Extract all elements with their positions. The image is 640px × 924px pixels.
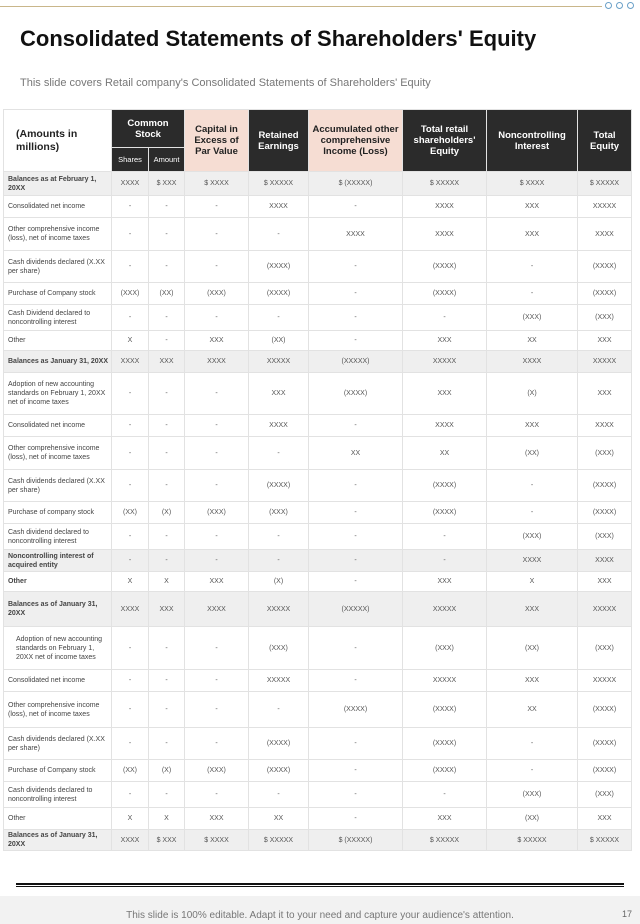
value-cell: -	[149, 728, 185, 760]
value-cell: (XXX)	[249, 502, 309, 524]
value-cell: $ XXX	[149, 830, 185, 851]
page-number: 17	[621, 909, 632, 919]
value-cell: -	[112, 670, 149, 692]
table-body	[4, 172, 632, 851]
value-cell: (XXXX)	[309, 373, 403, 415]
value-cell: X	[149, 572, 185, 592]
value-cell: XXXXX	[249, 592, 309, 627]
table-row	[4, 627, 632, 670]
amount-header: Amount	[149, 148, 185, 172]
value-cell: XXXX	[112, 172, 149, 196]
value-cell: (XXXX)	[403, 502, 487, 524]
table-row	[4, 196, 632, 218]
balance-row	[4, 172, 632, 196]
value-cell: -	[249, 437, 309, 470]
table-row	[4, 808, 632, 830]
value-cell: XXXXX	[578, 351, 632, 373]
table-row	[4, 218, 632, 251]
value-cell: XX	[487, 692, 578, 728]
value-cell: (XX)	[149, 283, 185, 305]
value-cell: XXX	[249, 373, 309, 415]
value-cell: XXXXX	[403, 670, 487, 692]
value-cell: -	[309, 470, 403, 502]
value-cell: -	[149, 196, 185, 218]
value-cell: -	[309, 331, 403, 351]
value-cell: -	[149, 782, 185, 808]
value-cell: $ XXXX	[185, 172, 249, 196]
value-cell: -	[185, 251, 249, 283]
value-cell: (XXXX)	[403, 283, 487, 305]
value-cell: -	[403, 305, 487, 331]
value-cell: -	[309, 524, 403, 550]
row-label: Other comprehensive income (loss), net of income taxes	[4, 692, 112, 728]
value-cell: XXX	[185, 572, 249, 592]
value-cell: XXXX	[487, 351, 578, 373]
value-cell: -	[112, 728, 149, 760]
value-cell: (XXXXX)	[309, 351, 403, 373]
value-cell: (X)	[149, 760, 185, 782]
value-cell: XXXX	[112, 351, 149, 373]
value-cell: -	[149, 627, 185, 670]
value-cell: -	[185, 373, 249, 415]
row-label: Cash Dividend declared to noncontrolling interest	[4, 305, 112, 331]
table-row	[4, 670, 632, 692]
value-cell: -	[149, 437, 185, 470]
capital-header: Capital in Excess of Par Value	[185, 110, 249, 172]
value-cell: XX	[309, 437, 403, 470]
value-cell: XXX	[578, 331, 632, 351]
value-cell: XXXX	[249, 196, 309, 218]
row-label: Cash dividends declared to noncontrolling interest	[4, 782, 112, 808]
value-cell: XXX	[487, 415, 578, 437]
value-cell: XXX	[403, 808, 487, 830]
value-cell: X	[149, 808, 185, 830]
value-cell: -	[487, 728, 578, 760]
value-cell: (X)	[487, 373, 578, 415]
value-cell: (XXXX)	[249, 251, 309, 283]
value-cell: (XXX)	[185, 283, 249, 305]
row-label: Adoption of new accounting standards on February 1, 20XX net of income taxes	[4, 373, 112, 415]
footer-rule	[16, 883, 624, 887]
value-cell: (XXXX)	[249, 283, 309, 305]
value-cell: -	[487, 760, 578, 782]
value-cell: -	[309, 251, 403, 283]
row-label: Other comprehensive income (loss), net of income taxes	[4, 437, 112, 470]
value-cell: (XXX)	[403, 627, 487, 670]
value-cell: (XXXX)	[309, 692, 403, 728]
amounts-header: (Amounts in millions)	[4, 110, 112, 172]
value-cell: (X)	[249, 572, 309, 592]
value-cell: -	[185, 218, 249, 251]
value-cell: -	[185, 550, 249, 572]
value-cell: XXX	[578, 572, 632, 592]
value-cell: -	[403, 524, 487, 550]
value-cell: $ XXXX	[487, 172, 578, 196]
table-row	[4, 524, 632, 550]
row-label: Balances as at February 1, 20XX	[4, 172, 112, 196]
value-cell: XXXX	[185, 351, 249, 373]
value-cell: (XXX)	[487, 524, 578, 550]
value-cell: -	[309, 808, 403, 830]
value-cell: (XXX)	[487, 782, 578, 808]
table-row	[4, 373, 632, 415]
table-row	[4, 760, 632, 782]
dot-icon	[627, 2, 634, 9]
value-cell: (XXXX)	[578, 283, 632, 305]
value-cell: -	[403, 550, 487, 572]
value-cell: -	[487, 251, 578, 283]
table-row	[4, 692, 632, 728]
row-label: Other	[4, 808, 112, 830]
value-cell: XXXX	[112, 830, 149, 851]
row-label: Consolidated net income	[4, 415, 112, 437]
row-label: Adoption of new accounting standards on February 1, 20XX net of income taxes	[4, 627, 112, 670]
value-cell: (XX)	[112, 502, 149, 524]
value-cell: (XXX)	[578, 437, 632, 470]
value-cell: (XXX)	[249, 627, 309, 670]
value-cell: XXX	[487, 670, 578, 692]
value-cell: XXXX	[309, 218, 403, 251]
table-row	[4, 305, 632, 331]
value-cell: -	[112, 550, 149, 572]
page-subtitle: This slide covers Retail company's Consolidated Statements of Shareholders' Equity	[20, 77, 431, 89]
value-cell: $ XXXX	[185, 830, 249, 851]
value-cell: X	[112, 331, 149, 351]
value-cell: -	[487, 502, 578, 524]
value-cell: XXXX	[112, 592, 149, 627]
value-cell: XXX	[487, 196, 578, 218]
page-title: Consolidated Statements of Shareholders' Equity	[20, 26, 537, 51]
value-cell: -	[249, 524, 309, 550]
row-label: Cash dividends declared (X.XX per share)	[4, 728, 112, 760]
value-cell: -	[149, 331, 185, 351]
value-cell: (XXXX)	[403, 760, 487, 782]
value-cell: -	[185, 470, 249, 502]
value-cell: -	[149, 218, 185, 251]
value-cell: (XXXX)	[578, 251, 632, 283]
value-cell: -	[309, 760, 403, 782]
table-row	[4, 502, 632, 524]
value-cell: XXX	[185, 808, 249, 830]
value-cell: XXXXX	[403, 592, 487, 627]
value-cell: $ (XXXXX)	[309, 830, 403, 851]
common-stock-header: Common Stock	[112, 110, 185, 148]
value-cell: XXX	[578, 373, 632, 415]
value-cell: -	[309, 415, 403, 437]
value-cell: (XXX)	[487, 305, 578, 331]
value-cell: $ XXXXX	[578, 830, 632, 851]
value-cell: XXX	[403, 572, 487, 592]
value-cell: -	[185, 728, 249, 760]
value-cell: -	[112, 196, 149, 218]
value-cell: XXX	[403, 331, 487, 351]
row-label: Cash dividends declared (X.XX per share)	[4, 470, 112, 502]
value-cell: XXXXX	[249, 670, 309, 692]
row-label: Other	[4, 331, 112, 351]
value-cell: XXXX	[487, 550, 578, 572]
table-row	[4, 782, 632, 808]
total-retail-header: Total retail shareholders' Equity	[403, 110, 487, 172]
value-cell: -	[149, 251, 185, 283]
value-cell: -	[309, 196, 403, 218]
value-cell: XXX	[578, 808, 632, 830]
value-cell: (XX)	[487, 627, 578, 670]
value-cell: -	[149, 550, 185, 572]
row-label: Cash dividends declared (X.XX per share)	[4, 251, 112, 283]
value-cell: XX	[487, 331, 578, 351]
value-cell: XXX	[487, 592, 578, 627]
noncontrolling-header: Noncontrolling Interest	[487, 110, 578, 172]
value-cell: (X)	[149, 502, 185, 524]
value-cell: -	[149, 470, 185, 502]
value-cell: $ XXXXX	[403, 830, 487, 851]
table-row	[4, 415, 632, 437]
value-cell: $ (XXXXX)	[309, 172, 403, 196]
row-label: Consolidated net income	[4, 196, 112, 218]
value-cell: (XXXX)	[578, 760, 632, 782]
retained-earnings-header: Retained Earnings	[249, 110, 309, 172]
value-cell: -	[112, 373, 149, 415]
value-cell: -	[149, 415, 185, 437]
value-cell: (XXX)	[112, 283, 149, 305]
value-cell: (XXXXX)	[309, 592, 403, 627]
value-cell: XX	[403, 437, 487, 470]
value-cell: -	[249, 550, 309, 572]
value-cell: X	[112, 572, 149, 592]
value-cell: -	[403, 782, 487, 808]
value-cell: -	[112, 305, 149, 331]
row-label: Balances as January 31, 20XX	[4, 351, 112, 373]
value-cell: -	[149, 524, 185, 550]
value-cell: (XX)	[249, 331, 309, 351]
value-cell: -	[112, 251, 149, 283]
value-cell: XXXX	[185, 592, 249, 627]
value-cell: -	[149, 692, 185, 728]
table-row	[4, 283, 632, 305]
value-cell: -	[112, 692, 149, 728]
accumulated-income-header: Accumulated other comprehensive Income (Loss)	[309, 110, 403, 172]
value-cell: -	[112, 782, 149, 808]
value-cell: $ XXXXX	[249, 172, 309, 196]
row-label: Cash dividend declared to noncontrolling interest	[4, 524, 112, 550]
value-cell: (XXXX)	[403, 251, 487, 283]
value-cell: -	[185, 524, 249, 550]
value-cell: XXXX	[578, 415, 632, 437]
value-cell: XXX	[149, 592, 185, 627]
value-cell: X	[112, 808, 149, 830]
value-cell: -	[149, 305, 185, 331]
value-cell: XXXXX	[578, 670, 632, 692]
value-cell: -	[149, 373, 185, 415]
value-cell: $ XXXXX	[403, 172, 487, 196]
table-row	[4, 331, 632, 351]
value-cell: -	[112, 524, 149, 550]
value-cell: XXXXX	[578, 592, 632, 627]
value-cell: (XXX)	[578, 524, 632, 550]
value-cell: -	[309, 782, 403, 808]
balance-row	[4, 830, 632, 851]
table-row	[4, 437, 632, 470]
value-cell: $ XXXXX	[487, 830, 578, 851]
value-cell: -	[309, 283, 403, 305]
dot-icon	[605, 2, 612, 9]
value-cell: -	[309, 572, 403, 592]
value-cell: -	[185, 415, 249, 437]
row-label: Purchase of Company stock	[4, 760, 112, 782]
value-cell: XXXX	[578, 218, 632, 251]
value-cell: -	[185, 692, 249, 728]
row-label: Consolidated net income	[4, 670, 112, 692]
shares-header: Shares	[112, 148, 149, 172]
value-cell: -	[185, 437, 249, 470]
value-cell: XXX	[487, 218, 578, 251]
row-label: Purchase of Company stock	[4, 283, 112, 305]
value-cell: -	[309, 550, 403, 572]
value-cell: XXX	[185, 331, 249, 351]
value-cell: $ XXXXX	[249, 830, 309, 851]
value-cell: -	[249, 692, 309, 728]
value-cell: (XX)	[487, 808, 578, 830]
footer-note: This slide is 100% editable. Adapt it to your need and capture your audience's attention.	[126, 910, 514, 921]
value-cell: XXXXX	[249, 351, 309, 373]
value-cell: (XXXX)	[403, 728, 487, 760]
value-cell: (XXXX)	[249, 760, 309, 782]
table-row	[4, 572, 632, 592]
balance-row	[4, 351, 632, 373]
value-cell: (XXXX)	[249, 728, 309, 760]
value-cell: XXXX	[578, 550, 632, 572]
value-cell: XXXX	[403, 415, 487, 437]
value-cell: -	[185, 627, 249, 670]
value-cell: XX	[249, 808, 309, 830]
row-label: Other comprehensive income (loss), net of income taxes	[4, 218, 112, 251]
value-cell: -	[185, 305, 249, 331]
value-cell: X	[487, 572, 578, 592]
value-cell: (XXX)	[578, 782, 632, 808]
value-cell: -	[112, 218, 149, 251]
value-cell: (XXX)	[578, 627, 632, 670]
value-cell: -	[249, 782, 309, 808]
value-cell: -	[487, 470, 578, 502]
value-cell: -	[487, 283, 578, 305]
value-cell: -	[185, 782, 249, 808]
value-cell: (XXXX)	[578, 728, 632, 760]
balance-row	[4, 550, 632, 572]
value-cell: (XXXX)	[578, 692, 632, 728]
value-cell: (XXX)	[185, 502, 249, 524]
row-label: Purchase of company stock	[4, 502, 112, 524]
row-label: Other	[4, 572, 112, 592]
balance-row	[4, 592, 632, 627]
value-cell: (XXXX)	[578, 502, 632, 524]
value-cell: -	[249, 305, 309, 331]
value-cell: XXXXX	[578, 196, 632, 218]
value-cell: XXXX	[403, 218, 487, 251]
value-cell: -	[309, 670, 403, 692]
value-cell: -	[112, 627, 149, 670]
value-cell: XXXXX	[403, 351, 487, 373]
row-label: Balances as of January 31, 20XX	[4, 830, 112, 851]
value-cell: $ XXXXX	[578, 172, 632, 196]
value-cell: (XX)	[487, 437, 578, 470]
table-row	[4, 728, 632, 760]
value-cell: -	[149, 670, 185, 692]
row-label: Noncontrolling interest of acquired entity	[4, 550, 112, 572]
value-cell: (XXX)	[185, 760, 249, 782]
value-cell: XXX	[149, 351, 185, 373]
total-equity-header: Total Equity	[578, 110, 632, 172]
equity-table	[3, 109, 632, 851]
value-cell: XXX	[403, 373, 487, 415]
value-cell: (XX)	[112, 760, 149, 782]
slide-dots	[605, 2, 634, 9]
value-cell: -	[309, 502, 403, 524]
value-cell: XXXX	[403, 196, 487, 218]
value-cell: (XXXX)	[403, 692, 487, 728]
value-cell: $ XXX	[149, 172, 185, 196]
row-label: Balances as of January 31, 20XX	[4, 592, 112, 627]
dot-icon	[616, 2, 623, 9]
value-cell: -	[185, 670, 249, 692]
value-cell: -	[309, 305, 403, 331]
value-cell: -	[112, 415, 149, 437]
value-cell: -	[112, 437, 149, 470]
value-cell: (XXX)	[578, 305, 632, 331]
value-cell: (XXXX)	[578, 470, 632, 502]
value-cell: (XXXX)	[403, 470, 487, 502]
value-cell: -	[249, 218, 309, 251]
value-cell: -	[309, 627, 403, 670]
table-row	[4, 470, 632, 502]
top-rule	[0, 6, 602, 7]
value-cell: -	[112, 470, 149, 502]
value-cell: (XXXX)	[249, 470, 309, 502]
table-row	[4, 251, 632, 283]
value-cell: -	[309, 728, 403, 760]
value-cell: XXXX	[249, 415, 309, 437]
value-cell: -	[185, 196, 249, 218]
